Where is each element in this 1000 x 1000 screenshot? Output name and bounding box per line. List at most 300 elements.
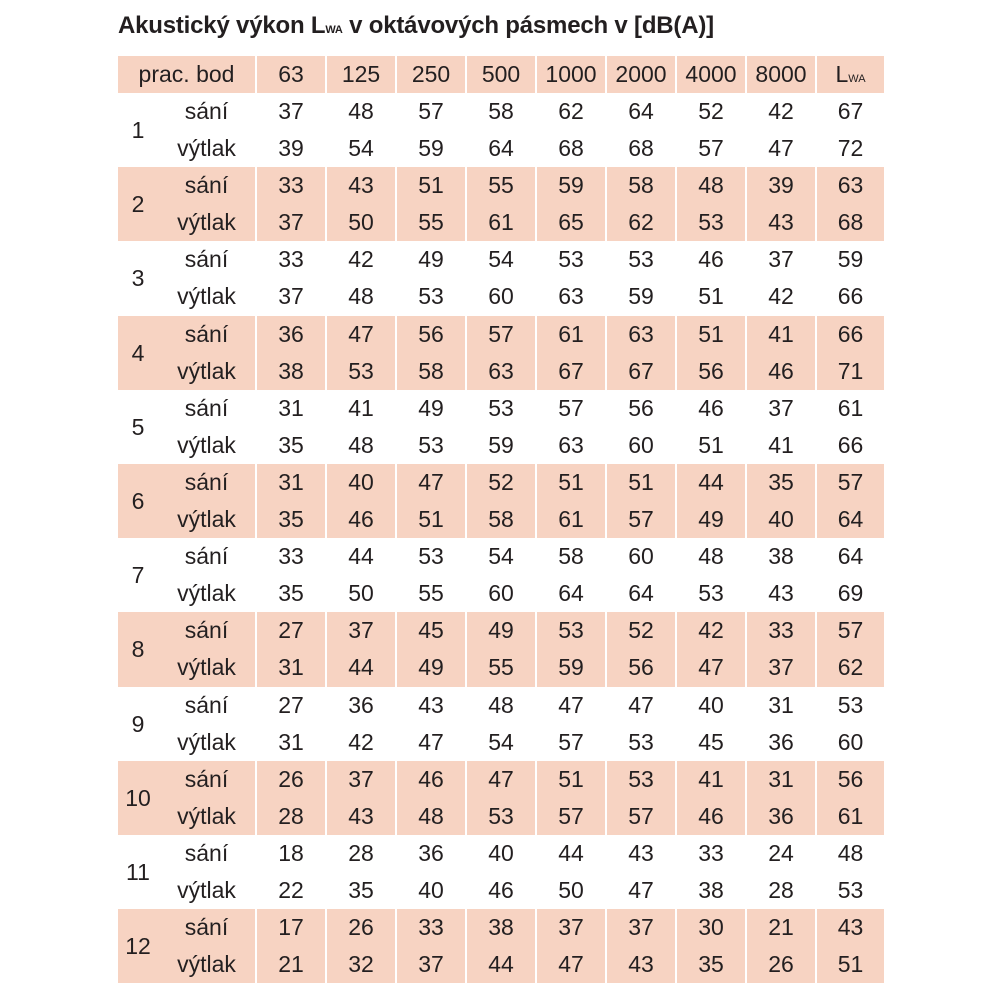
point-number: 1 [131,117,145,143]
band-value: 40 [348,468,374,495]
total-value: 56 [837,765,864,792]
table-row-group [118,909,884,983]
row-label: výtlak [177,728,236,755]
row-label: výtlak [177,580,236,607]
band-value: 41 [348,394,374,421]
value-cell [537,761,605,835]
label-cell [158,835,255,909]
value-cell [607,464,675,538]
band-value: 58 [418,357,444,384]
value-cell [747,167,815,241]
band-value: 38 [278,357,304,384]
band-value: 57 [558,728,584,755]
value-cell [677,241,745,315]
value-cell [397,390,465,464]
value-cell [607,241,675,315]
band-value: 37 [348,765,374,792]
band-value: 55 [488,654,514,681]
band-value: 44 [698,468,724,495]
label-cell [158,390,255,464]
row-label: sání [184,839,229,866]
value-cell [397,687,465,761]
value-cell [327,909,395,983]
band-value: 57 [418,98,444,124]
point-cell [118,761,158,835]
band-value: 27 [278,691,304,718]
band-value: 28 [348,839,374,866]
label-cell [158,687,255,761]
band-value: 33 [698,839,724,866]
value-cell [747,464,815,538]
value-cell [537,167,605,241]
value-cell [537,835,605,909]
value-cell [467,761,535,835]
value-cell [397,93,465,167]
band-value: 35 [768,468,794,495]
band-value: 37 [768,394,794,421]
band-value: 48 [348,98,374,124]
table-row-group [118,761,884,835]
total-value: 62 [837,654,864,681]
point-cell [118,835,158,909]
band-value: 47 [348,320,374,347]
band-value: 68 [558,135,584,162]
value-cell [327,538,395,612]
value-cell [677,167,745,241]
header-band-1000: 1000 [537,56,605,93]
band-value: 58 [558,543,584,570]
band-value: 58 [488,98,514,124]
header-band-2000: 2000 [607,56,675,93]
band-value: 21 [768,914,794,941]
value-cell [467,390,535,464]
band-value: 53 [628,765,654,792]
band-value: 61 [558,506,584,533]
band-value: 47 [418,728,444,755]
value-cell [467,835,535,909]
band-value: 54 [348,135,374,162]
value-cell [257,612,325,686]
total-value: 66 [837,320,864,347]
band-value: 67 [558,357,584,384]
band-value: 44 [488,951,514,978]
band-value: 51 [558,468,584,495]
value-cell [397,909,465,983]
band-value: 48 [418,802,444,829]
total-value: 61 [837,394,864,421]
band-value: 61 [488,209,514,236]
point-cell [118,538,158,612]
band-value: 63 [488,357,514,384]
row-label: výtlak [177,209,236,236]
band-value: 50 [348,209,374,236]
value-cell [467,464,535,538]
value-cell [257,538,325,612]
band-value: 56 [698,357,724,384]
table-title [118,12,714,40]
row-label: sání [184,691,229,718]
value-cell [747,538,815,612]
band-value: 48 [488,691,514,718]
row-label: výtlak [177,357,236,384]
value-cell [607,390,675,464]
band-value: 46 [348,506,374,533]
value-cell [257,761,325,835]
label-cell [158,909,255,983]
band-value: 35 [278,506,304,533]
label-cell [158,241,255,315]
value-cell [327,761,395,835]
value-cell [677,538,745,612]
total-cell [817,761,884,835]
band-value: 37 [628,914,654,941]
row-label: výtlak [177,431,236,458]
value-cell [537,241,605,315]
label-cell [158,612,255,686]
point-number: 4 [131,339,145,366]
band-value: 33 [418,914,444,941]
point-cell [118,93,158,167]
value-cell [747,612,815,686]
value-cell [327,612,395,686]
band-value: 49 [418,654,444,681]
point-number: 9 [131,710,145,737]
band-value: 26 [278,765,304,792]
row-label: výtlak [177,283,236,310]
value-cell [257,687,325,761]
band-value: 50 [348,580,374,607]
value-cell [537,612,605,686]
band-value: 36 [348,691,374,718]
band-value: 45 [698,728,724,755]
total-cell [817,316,884,390]
value-cell [467,687,535,761]
label-cell [158,538,255,612]
band-value: 36 [768,802,794,829]
band-value: 37 [558,914,584,941]
band-value: 56 [628,654,654,681]
total-value: 59 [837,246,864,273]
total-value: 48 [837,839,864,866]
value-cell [257,93,325,167]
header-total-sub: WA [848,73,866,85]
band-value: 57 [628,506,654,533]
point-number: 6 [131,487,145,514]
band-value: 59 [558,172,584,199]
band-value: 49 [698,506,724,533]
band-value: 54 [488,543,514,570]
band-value: 60 [488,283,514,310]
total-value: 72 [837,135,864,162]
row-label: sání [184,617,229,644]
point-number: 5 [131,413,145,440]
value-cell [537,316,605,390]
total-cell [817,390,884,464]
row-label: sání [184,98,229,124]
label-cell [158,93,255,167]
total-cell [817,687,884,761]
value-cell [397,538,465,612]
table-row-group [118,167,884,241]
point-number: 7 [131,562,145,589]
band-value: 57 [558,802,584,829]
total-value: 53 [837,876,864,903]
point-cell [118,316,158,390]
table-row-group [118,93,884,167]
value-cell [677,909,745,983]
total-value: 64 [837,506,864,533]
band-value: 52 [698,98,724,124]
band-value: 42 [768,283,794,310]
band-value: 50 [558,876,584,903]
band-value: 44 [348,543,374,570]
band-value: 54 [488,246,514,273]
row-label: sání [184,320,229,347]
point-cell [118,390,158,464]
row-label: výtlak [177,802,236,829]
band-value: 43 [628,839,654,866]
total-value: 71 [837,357,864,384]
header-band-4000: 4000 [677,56,745,93]
band-value: 65 [558,209,584,236]
value-cell [607,761,675,835]
band-value: 46 [698,394,724,421]
point-number: 11 [126,858,150,885]
band-value: 67 [628,357,654,384]
total-value: 64 [837,543,864,570]
band-value: 17 [278,914,304,941]
band-value: 62 [558,98,584,124]
band-value: 48 [348,283,374,310]
total-value: 60 [837,728,864,755]
value-cell [467,93,535,167]
band-value: 32 [348,951,374,978]
value-cell [327,316,395,390]
point-number: 10 [125,784,151,811]
value-cell [467,316,535,390]
band-value: 49 [488,617,514,644]
band-value: 43 [628,951,654,978]
band-value: 59 [418,135,444,162]
band-value: 31 [768,691,794,718]
band-value: 47 [558,951,584,978]
band-value: 51 [418,172,444,199]
band-value: 53 [418,283,444,310]
band-value: 57 [488,320,514,347]
band-value: 33 [768,617,794,644]
value-cell [537,464,605,538]
header-total [817,56,884,93]
value-cell [327,687,395,761]
band-value: 62 [628,209,654,236]
value-cell [397,612,465,686]
band-value: 35 [278,431,304,458]
value-cell [327,93,395,167]
row-label: sání [184,394,229,421]
band-value: 53 [628,728,654,755]
band-value: 27 [278,617,304,644]
band-value: 64 [488,135,514,162]
band-value: 51 [558,765,584,792]
row-label: výtlak [177,135,236,162]
point-cell [118,464,158,538]
row-label: výtlak [177,506,236,533]
point-number: 2 [131,191,145,218]
band-value: 41 [698,765,724,792]
header-band-125: 125 [327,56,395,93]
band-value: 18 [278,839,304,866]
table-row-group [118,390,884,464]
row-label: sání [184,172,229,199]
value-cell [467,241,535,315]
band-value: 41 [768,431,794,458]
row-label: sání [184,468,229,495]
band-value: 30 [698,914,724,941]
band-value: 37 [768,654,794,681]
value-cell [257,390,325,464]
value-cell [327,241,395,315]
value-cell [397,761,465,835]
total-value: 61 [837,802,864,829]
table-row-group [118,835,884,909]
band-value: 45 [418,617,444,644]
band-value: 47 [698,654,724,681]
band-value: 33 [278,172,304,199]
value-cell [537,538,605,612]
total-value: 66 [837,283,864,310]
value-cell [747,390,815,464]
band-value: 42 [768,98,794,124]
band-value: 64 [628,580,654,607]
label-cell [158,464,255,538]
total-value: 68 [837,209,864,236]
value-cell [677,390,745,464]
band-value: 43 [348,172,374,199]
band-value: 40 [418,876,444,903]
value-cell [327,835,395,909]
header-band-500: 500 [467,56,535,93]
band-value: 41 [768,320,794,347]
band-value: 33 [278,543,304,570]
label-cell [158,761,255,835]
band-value: 48 [348,431,374,458]
value-cell [607,835,675,909]
value-cell [537,909,605,983]
table-row-group [118,241,884,315]
row-label: sání [184,543,229,570]
header-band-250: 250 [397,56,465,93]
label-cell [158,316,255,390]
band-value: 48 [698,172,724,199]
band-value: 26 [348,914,374,941]
total-cell [817,612,884,686]
band-value: 51 [628,468,654,495]
band-value: 55 [418,580,444,607]
band-value: 47 [628,876,654,903]
band-value: 58 [628,172,654,199]
value-cell [607,93,675,167]
band-value: 37 [278,98,304,124]
row-label: sání [184,765,229,792]
value-cell [677,761,745,835]
band-value: 35 [278,580,304,607]
band-value: 46 [698,246,724,273]
band-value: 46 [488,876,514,903]
table-row-group [118,612,884,686]
total-value: 66 [837,431,864,458]
value-cell [607,167,675,241]
table-row-group [118,687,884,761]
band-value: 26 [768,951,794,978]
band-value: 53 [698,580,724,607]
value-cell [747,835,815,909]
header-band-63: 63 [257,56,325,93]
band-value: 36 [768,728,794,755]
band-value: 39 [768,172,794,199]
band-value: 61 [558,320,584,347]
point-cell [118,909,158,983]
band-value: 53 [628,246,654,273]
value-cell [467,167,535,241]
total-value: 69 [837,580,864,607]
value-cell [607,538,675,612]
label-cell [158,167,255,241]
value-cell [257,241,325,315]
band-value: 56 [418,320,444,347]
value-cell [747,909,815,983]
band-value: 57 [558,394,584,421]
band-value: 42 [348,246,374,273]
band-value: 43 [418,691,444,718]
band-value: 38 [698,876,724,903]
value-cell [677,612,745,686]
value-cell [327,390,395,464]
table-row-group [118,538,884,612]
band-value: 51 [698,431,724,458]
band-value: 37 [278,209,304,236]
row-label: výtlak [177,876,236,903]
band-value: 47 [768,135,794,162]
total-cell [817,93,884,167]
band-value: 24 [768,839,794,866]
band-value: 60 [488,580,514,607]
value-cell [677,316,745,390]
value-cell [257,835,325,909]
value-cell [607,612,675,686]
total-value: 63 [837,172,864,199]
value-cell [467,538,535,612]
point-cell [118,167,158,241]
value-cell [747,687,815,761]
band-value: 56 [628,394,654,421]
band-value: 31 [768,765,794,792]
band-value: 36 [418,839,444,866]
band-value: 52 [628,617,654,644]
header-total-main: L [835,61,849,87]
band-value: 21 [278,951,304,978]
total-value: 43 [837,914,864,941]
band-value: 36 [278,320,304,347]
total-value: 53 [837,691,864,718]
band-value: 49 [418,394,444,421]
band-value: 44 [558,839,584,866]
band-value: 53 [418,543,444,570]
band-value: 53 [348,357,374,384]
band-value: 51 [698,283,724,310]
band-value: 31 [278,468,304,495]
band-value: 42 [698,617,724,644]
band-value: 63 [628,320,654,347]
